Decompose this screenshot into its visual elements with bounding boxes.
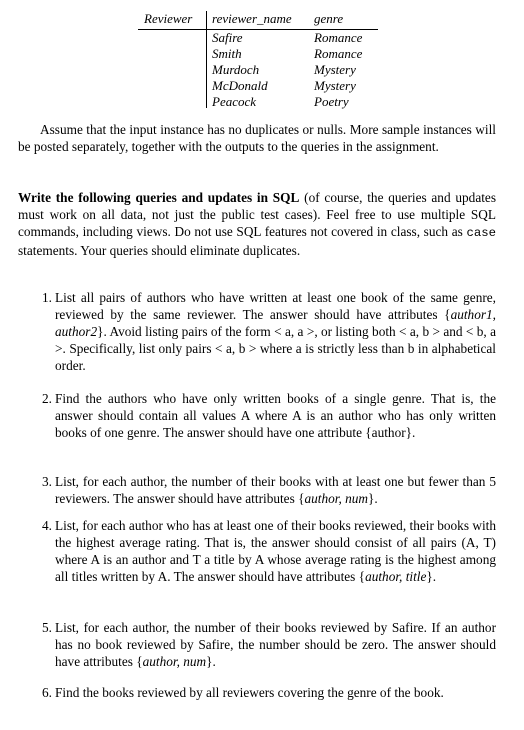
item-number: 2. bbox=[42, 391, 52, 406]
list-item bbox=[28, 517, 496, 585]
relation-name: Reviewer bbox=[144, 11, 193, 26]
code-keyword: case bbox=[466, 226, 496, 240]
item-text: Find the authors who have only written books of a single genre. That is, the answer should contain all values A where A is an author who has only written books of one genre. The answer should have one attribute {author}. bbox=[55, 391, 496, 440]
list-item bbox=[28, 473, 496, 507]
cell-genre: Poetry bbox=[314, 94, 349, 109]
column-header-reviewer-name: reviewer_name bbox=[212, 11, 292, 26]
item-text: List all pairs of authors who have written at least one book of the same genre, reviewed by the same reviewer. The answer should have attributes {author1, author2}. Avoid listing pairs of the form < a, a >, or listing both < a, b > and < b, a >. Specifically, list only pairs < a, b > where a is strictly less than b in alphabetical order. bbox=[55, 290, 496, 373]
item-number: 6. bbox=[42, 685, 52, 700]
instructions-text: (of course, the queries and updates must work on all data, not just the public test cases). Feel free to use multiple SQL commands, including views. Do not use SQL features not covered in class, such as bbox=[18, 190, 496, 239]
table-header bbox=[138, 11, 378, 30]
cell-reviewer-name: Murdoch bbox=[212, 62, 260, 77]
instructions-heading: Write the following queries and updates in SQL bbox=[18, 190, 300, 205]
item-text: List, for each author who has at least one of their books reviewed, their books with the highest average rating. That is, the answer should consist of all pairs (A, T) where A is an author and T a title by A whose average rating is the highest among all titles written by A. The answer should have attributes {author, title}. bbox=[55, 518, 496, 584]
table-row bbox=[138, 46, 378, 62]
table-row bbox=[138, 62, 378, 78]
list-item bbox=[28, 390, 496, 441]
item-text: List, for each author, the number of their books with at least one but fewer than 5 reviewers. The answer should have attributes {author, num}. bbox=[55, 474, 496, 506]
reviewer-table bbox=[138, 11, 378, 110]
list-item bbox=[28, 289, 496, 374]
cell-genre: Mystery bbox=[314, 62, 356, 77]
item-number: 5. bbox=[42, 620, 52, 635]
instructions-text-end: statements. Your queries should eliminate duplicates. bbox=[18, 243, 301, 258]
item-text: List, for each author, the number of their books reviewed by Safire. If an author has no book reviewed by Safire, the number should be zero. The answer should have attributes {author, num}. bbox=[55, 620, 496, 669]
instructions-paragraph bbox=[18, 189, 496, 259]
item-number: 1. bbox=[42, 290, 52, 305]
item-number: 3. bbox=[42, 474, 52, 489]
cell-reviewer-name: Peacock bbox=[212, 94, 257, 109]
cell-genre: Romance bbox=[314, 30, 363, 45]
list-item bbox=[28, 619, 496, 670]
table-row bbox=[138, 78, 378, 94]
cell-reviewer-name: Safire bbox=[212, 30, 243, 45]
cell-reviewer-name: Smith bbox=[212, 46, 242, 61]
cell-genre: Mystery bbox=[314, 78, 356, 93]
column-header-genre: genre bbox=[314, 11, 344, 26]
table-row bbox=[138, 30, 378, 46]
list-item bbox=[28, 684, 496, 701]
cell-genre: Romance bbox=[314, 46, 363, 61]
item-number: 4. bbox=[42, 518, 52, 533]
cell-reviewer-name: McDonald bbox=[212, 78, 268, 93]
item-text: Find the books reviewed by all reviewers covering the genre of the book. bbox=[55, 685, 444, 700]
intro-paragraph: Assume that the input instance has no duplicates or nulls. More sample instances will be posted separately, together with the outputs to the queries in the assignment. bbox=[18, 122, 496, 154]
table-row bbox=[138, 94, 378, 110]
